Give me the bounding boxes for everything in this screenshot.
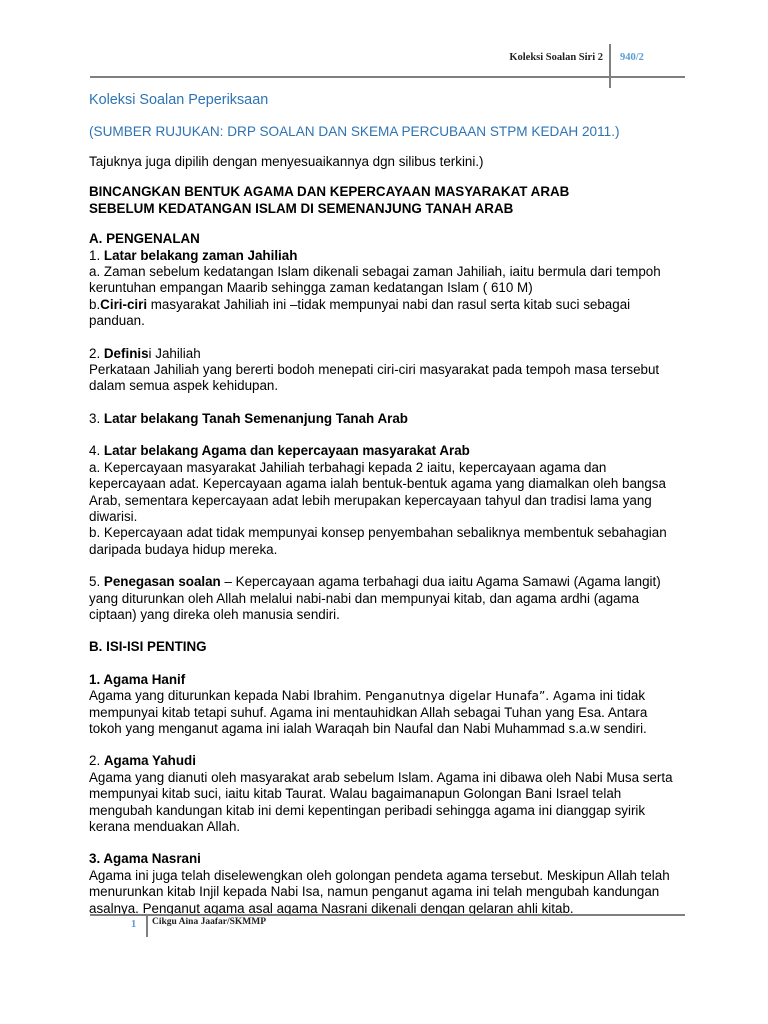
b2-heading: 2. Agama Yahudi [89,753,196,769]
header-rule [90,76,685,78]
a4-heading: 4. Latar belakang Agama dan kepercayaan masyarakat Arab [89,443,470,459]
section-a-heading: A. PENGENALAN [89,231,200,247]
b1-text: Agama yang diturunkan kepada Nabi Ibrahim. Penganutnya digelar Hunafa”. Agama ini tidak mempunyai kitab tetapi suhuf. Agama ini mentauhidkan Allah sebagai Tuhan yang Esa. Antara tokoh yang menganut agama ini ialah Waraqah bin Naufal dan Nabi Muhammad s.a.w sendiri. [89,688,648,736]
question-line-2: SEBELUM KEDATANGAN ISLAM DI SEMENANJUNG TANAH ARAB [89,200,514,216]
a2-heading: 2. Definisi Jahiliah [89,345,201,361]
page-number: 1 [131,919,137,930]
b1-heading: 1. Agama Hanif [89,671,186,687]
footer-separator [146,915,148,937]
note-text: Tajuknya juga dipilih dengan menyesuaikannya dgn silibus terkini.) [89,154,484,169]
document-title: Koleksi Soalan Peperiksaan [89,92,269,108]
header-code: 940/2 [620,52,644,63]
question-line-1: BINCANGKAN BENTUK AGAMA DAN KEPERCAYAAN MASYARAKAT ARAB [89,184,570,200]
b2-text: Agama yang dianuti oleh masyarakat arab sebelum Islam. Agama ini dibawa oleh Nabi Musa serta mempunyai kitab suci, iaitu kitab Taurat. Walau bagaimanapun Golongan Bani Israel telah mengubah kandungan kitab ini demi kepentingan peribadi sehingga agama ini dianggap syirik kerana menduakan Allah. [89,769,673,834]
header-separator [609,44,611,88]
a4-point-b: b. Kepercayaan adat tidak mempunyai konsep penyembahan sebaliknya membentuk sebahagian daripada budaya hidup mereka. [89,525,667,557]
source-reference: (SUMBER RUJUKAN: DRP SOALAN DAN SKEMA PERCUBAAN STPM KEDAH 2011.) [89,124,620,139]
a4-point-a: a. Kepercayaan masyarakat Jahiliah terbahagi kepada 2 iaitu, kepercayaan agama dan kepercayaan adat. Kepercayaan agama ialah bentuk-bentuk agama yang diamalkan oleh bangsa Arab, sementara kepercayaan adat lebih merupakan kepercayaan tahyul dan tradisi lama yang diwarisi. [89,459,666,524]
document-body [89,91,681,917]
a2-text: Perkataan Jahiliah yang bererti bodoh menepati ciri-ciri masyarakat pada tempoh masa tersebut dalam semua aspek kehidupan. [89,362,660,394]
a3-heading: 3. Latar belakang Tanah Semenanjung Tanah Arab [89,410,408,426]
header-title: Koleksi Soalan Siri 2 [509,52,603,63]
footer-author: Cikgu Aina Jaafar/SKMMP [152,917,267,927]
a1-point-a: a. Zaman sebelum kedatangan Islam dikenali sebagai zaman Jahiliah, iaitu bermula dari tempoh keruntuhan empangan Maarib sehingga zaman kedatangan Islam ( 610 M) [89,264,661,296]
a1-heading: 1. Latar belakang zaman Jahiliah [89,247,298,263]
footer-rule [90,914,685,916]
a1-point-b: b.Ciri-ciri masyarakat Jahiliah ini –tidak mempunyai nabi dan rasul serta kitab suci sebagai panduan. [89,296,631,329]
section-b-heading: B. ISI-ISI PENTING [89,639,207,655]
b3-heading: 3. Agama Nasrani [89,851,201,867]
a5-paragraph: 5. Penegasan soalan – Kepercayaan agama terbahagi dua iaitu Agama Samawi (Agama langit) yang diturunkan oleh Allah melalui nabi-nabi dan mempunyai kitab, dan agama ardhi (agama ciptaan) yang direka oleh manusia sendiri. [89,574,661,622]
b3-text: Agama ini juga telah diselewengkan oleh golongan pendeta agama tersebut. Meskipun Allah telah menurunkan kitab Injil kepada Nabi Isa, namun penganut agama ini telah mengubah kandungan asalnya. Penganut agama asal agama Nasrani dikenali dengan gelaran ahli kitab. [89,867,670,916]
